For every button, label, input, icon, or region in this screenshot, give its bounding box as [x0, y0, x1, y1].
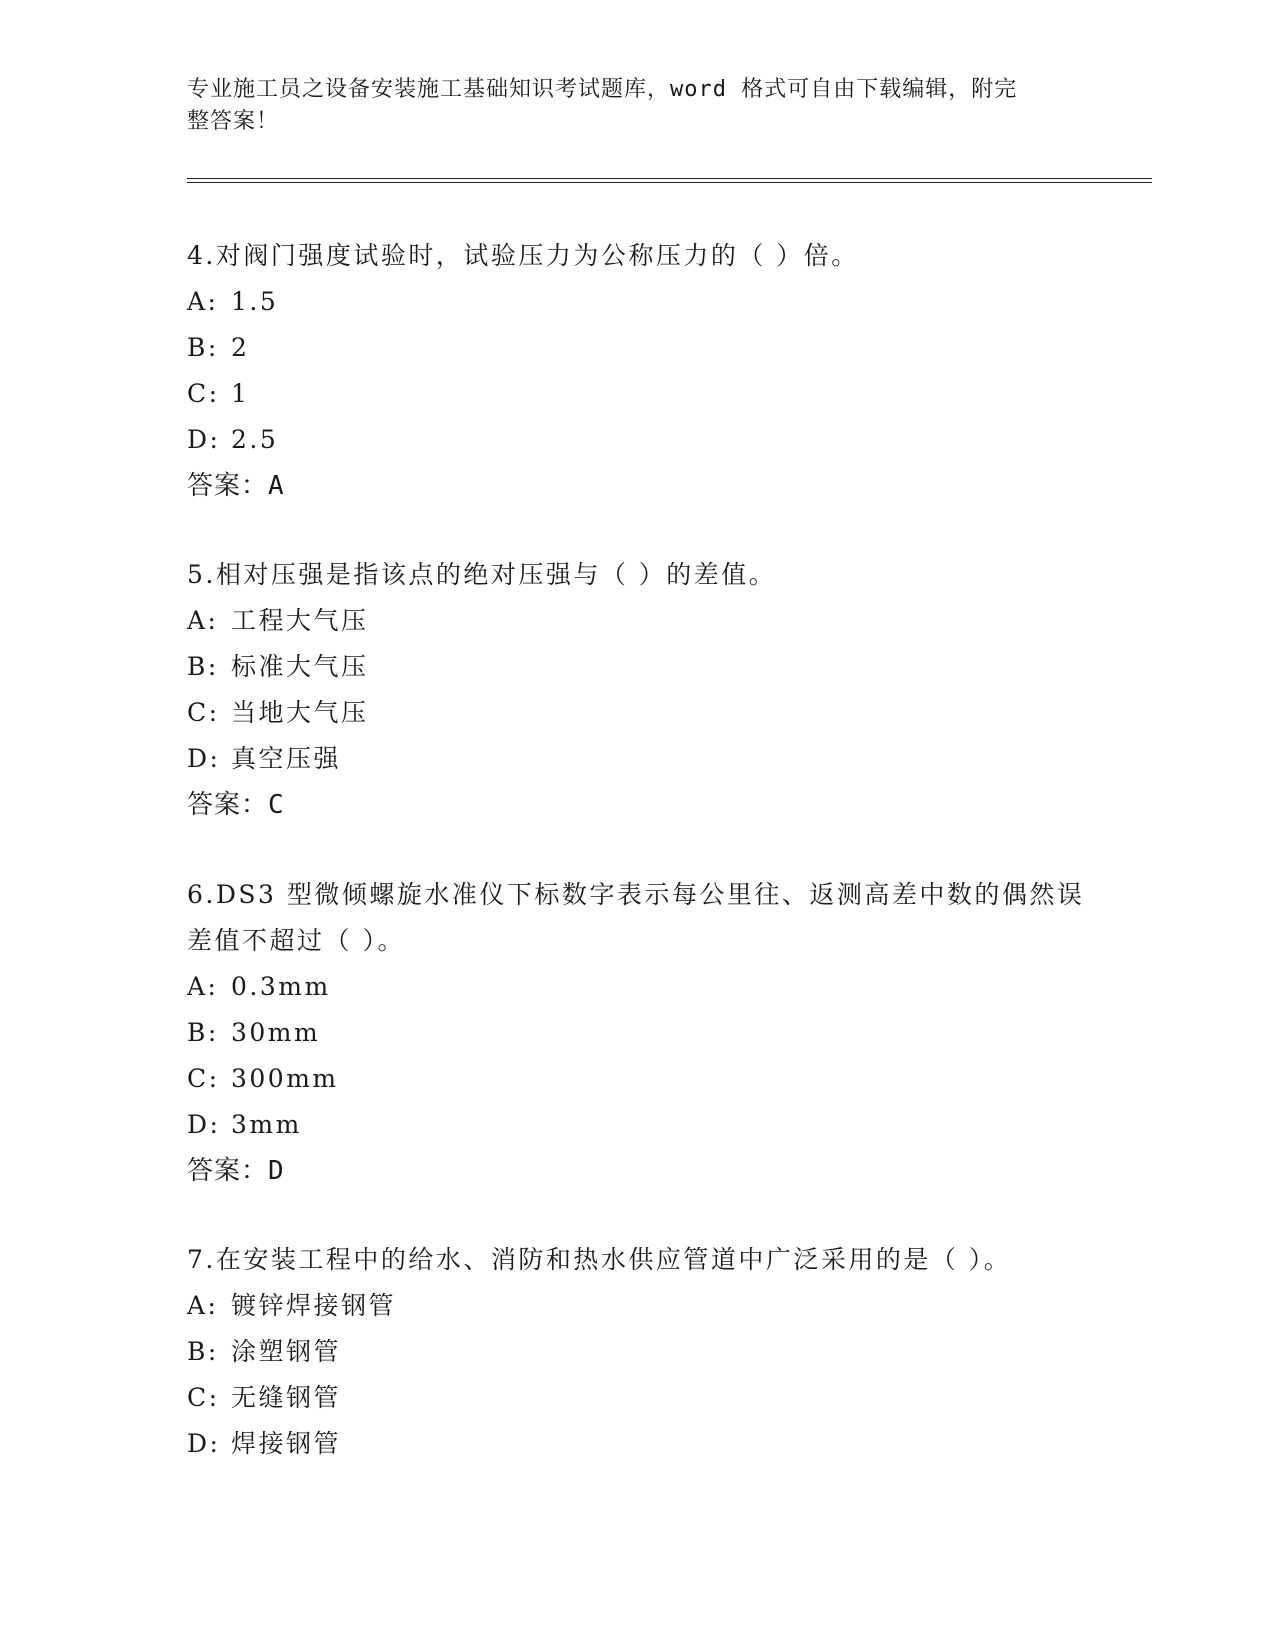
option-value: 涂塑钢管 [231, 1337, 342, 1366]
option-letter: B: [187, 652, 219, 681]
option-a [187, 598, 1087, 644]
option-letter: A: [187, 287, 219, 316]
option-value: 焊接钢管 [231, 1429, 342, 1458]
option-letter: A: [187, 1291, 219, 1320]
answer: 答案：A [187, 471, 285, 501]
header-divider-bottom [187, 182, 1152, 183]
option-letter: D: [187, 1429, 221, 1458]
option-d [187, 417, 1087, 463]
option-b [187, 1329, 1087, 1375]
question-4 [187, 233, 1087, 509]
option-letter: A: [187, 606, 219, 635]
option-value: 30mm [231, 1018, 321, 1047]
option-value: 2 [231, 333, 250, 362]
option-c [187, 1056, 1087, 1102]
header-divider-top [187, 178, 1152, 179]
option-c [187, 1375, 1087, 1421]
option-letter: C: [187, 1383, 220, 1412]
question-6 [187, 872, 1087, 1194]
option-letter: D: [187, 744, 221, 773]
option-value: 当地大气压 [231, 698, 369, 727]
option-value: 2.5 [231, 425, 279, 454]
option-b [187, 325, 1087, 371]
option-letter: B: [187, 1018, 219, 1047]
question-text: 4.对阀门强度试验时，试验压力为公称压力的（ ）倍。 [187, 241, 859, 270]
option-letter: C: [187, 1064, 220, 1093]
option-value: 3mm [231, 1110, 302, 1139]
option-value: 工程大气压 [231, 606, 369, 635]
answer: 答案：C [187, 790, 285, 820]
option-value: 0.3mm [231, 972, 331, 1001]
header-line-1: 专业施工员之设备安装施工基础知识考试题库，word 格式可自由下载编辑，附完 [187, 77, 1018, 102]
option-letter: D: [187, 1110, 221, 1139]
answer: 答案：D [187, 1156, 285, 1186]
option-letter: D: [187, 425, 221, 454]
document-header [187, 74, 1067, 138]
question-7 [187, 1237, 1087, 1467]
question-text: 5.相对压强是指该点的绝对压强与（ ）的差值。 [187, 560, 777, 589]
option-c [187, 690, 1087, 736]
option-c [187, 371, 1087, 417]
option-d [187, 1421, 1087, 1467]
option-letter: C: [187, 698, 220, 727]
option-letter: B: [187, 333, 219, 362]
option-letter: A: [187, 972, 219, 1001]
option-d [187, 736, 1087, 782]
option-b [187, 644, 1087, 690]
option-a [187, 1283, 1087, 1329]
option-d [187, 1102, 1087, 1148]
question-text: 7.在安装工程中的给水、消防和热水供应管道中广泛采用的是（ ）。 [187, 1245, 1012, 1274]
header-line-2: 整答案！ [187, 109, 280, 134]
option-value: 标准大气压 [231, 652, 369, 681]
question-text: 6.DS3 型微倾螺旋水准仪下标数字表示每公里往、返测高差中数的偶然误差值不超过（ ）。 [187, 880, 1085, 955]
option-letter: C: [187, 379, 220, 408]
option-value: 1.5 [231, 287, 279, 316]
option-value: 镀锌焊接钢管 [231, 1291, 397, 1320]
option-value: 1 [231, 379, 250, 408]
option-b [187, 1010, 1087, 1056]
option-a [187, 964, 1087, 1010]
option-value: 真空压强 [231, 744, 342, 773]
option-value: 无缝钢管 [231, 1383, 342, 1412]
option-a [187, 279, 1087, 325]
question-5 [187, 552, 1087, 828]
option-letter: B: [187, 1337, 219, 1366]
option-value: 300mm [231, 1064, 339, 1093]
